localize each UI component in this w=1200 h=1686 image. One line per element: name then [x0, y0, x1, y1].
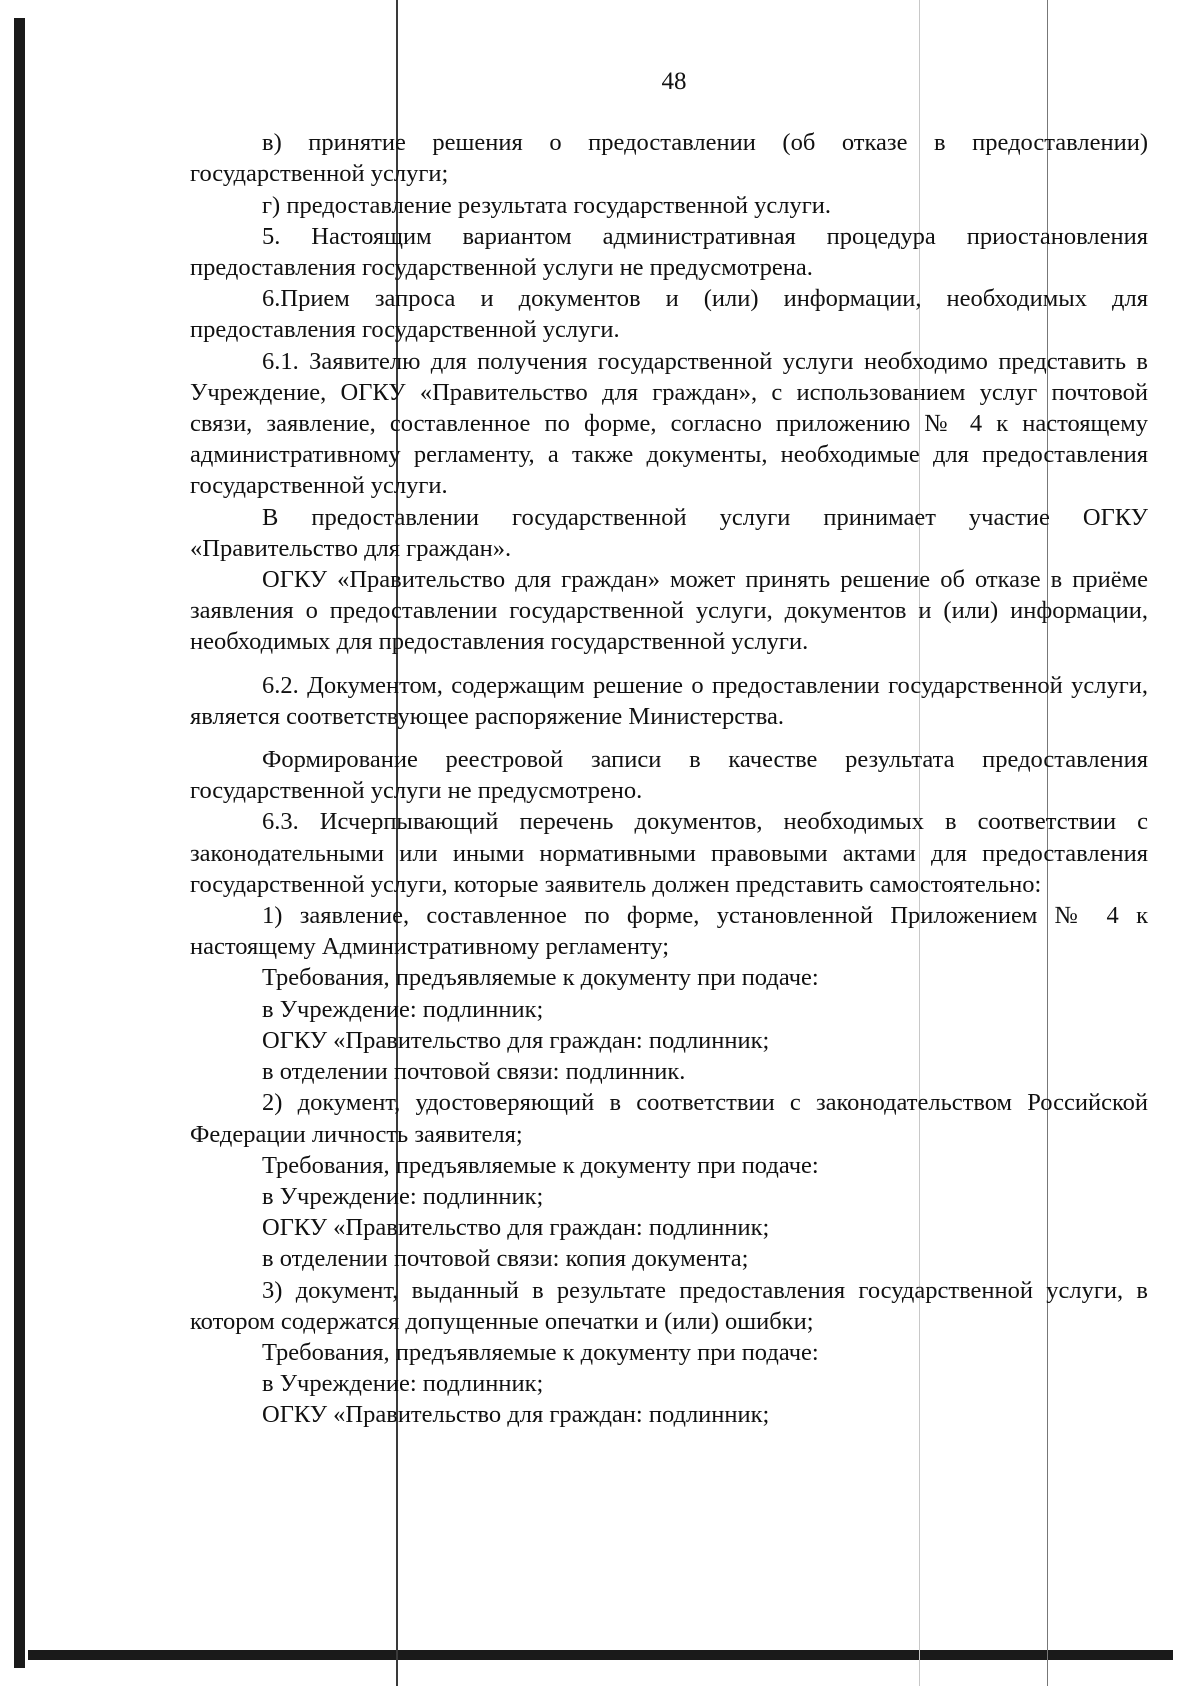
paragraph: Требования, предъявляемые к документу при подаче: — [262, 1338, 819, 1366]
paragraph: ОГКУ «Правительство для граждан» может принять решение об отказе в приёме заявления о предоставлении государственной услуги, документов и (или) информации, необходимых для предоставления государственной услуги. — [190, 566, 1148, 656]
paragraph-gap — [190, 658, 1148, 670]
paragraph: в Учреждение: подлинник; — [262, 1182, 544, 1210]
scan-edge-left — [14, 18, 25, 1668]
paragraph: ОГКУ «Правительство для граждан: подлинник; — [262, 1026, 770, 1054]
paragraph: ОГКУ «Правительство для граждан: подлинник; — [262, 1401, 770, 1429]
paragraph: 6.1. Заявителю для получения государственной услуги необходимо представить в Учреждение, ОГКУ «Правительство для граждан», с использованием услуг почтовой связи, заявление, составленное по форме, согласно приложению № 4 к настоящему административному регламенту, а также документы, необходимые для предоставления государственной услуги. — [190, 347, 1148, 500]
paragraph: 6.3. Исчерпывающий перечень документов, необходимых в соответствии с законодательными или иными нормативными правовыми актами для предоставления государственной услуги, которые заявитель должен представить самостоятельно: — [190, 808, 1148, 898]
paragraph: г) предоставление результата государственной услуги. — [262, 191, 831, 219]
paragraph: в) принятие решения о предоставлении (об отказе в предоставлении) государственной услуги; — [190, 129, 1148, 188]
page-number: 48 — [661, 68, 687, 95]
paragraph: Требования, предъявляемые к документу при подаче: — [262, 964, 819, 992]
scan-edge-bottom — [28, 1650, 1173, 1660]
paragraph: 6.Прием запроса и документов и (или) информации, необходимых для предоставления государственной услуги. — [190, 285, 1148, 344]
paragraph-gap — [190, 732, 1148, 744]
paragraph: 6.2. Документом, содержащим решение о предоставлении государственной услуги, является соответствующее распоряжение Министерства. — [190, 671, 1148, 730]
paragraph: 2) документ, удостоверяющий в соответствии с законодательством Российской Федерации личность заявителя; — [190, 1089, 1148, 1148]
paragraph: в отделении почтовой связи: копия документа; — [262, 1245, 749, 1273]
paragraph: ОГКУ «Правительство для граждан: подлинник; — [262, 1214, 770, 1242]
paragraph: В предоставлении государственной услуги принимает участие ОГКУ «Правительство для граждан». — [190, 503, 1148, 562]
paragraph: в Учреждение: подлинник; — [262, 1370, 544, 1398]
document-page — [190, 66, 1148, 1431]
paragraph: в Учреждение: подлинник; — [262, 995, 544, 1023]
paragraph: Требования, предъявляемые к документу при подаче: — [262, 1151, 819, 1179]
paragraph: 3) документ, выданный в результате предоставления государственной услуги, в котором содержатся допущенные опечатки и (или) ошибки; — [190, 1276, 1148, 1335]
paragraph: 5. Настоящим вариантом административная процедура приостановления предоставления государственной услуги не предусмотрена. — [190, 222, 1148, 282]
paragraph: 1) заявление, составленное по форме, установленной Приложением № 4 к настоящему Административному регламенту; — [190, 902, 1148, 961]
paragraph: Формирование реестровой записи в качестве результата предоставления государственной услуги не предусмотрено. — [190, 746, 1148, 805]
paragraph: в отделении почтовой связи: подлинник. — [262, 1058, 686, 1086]
